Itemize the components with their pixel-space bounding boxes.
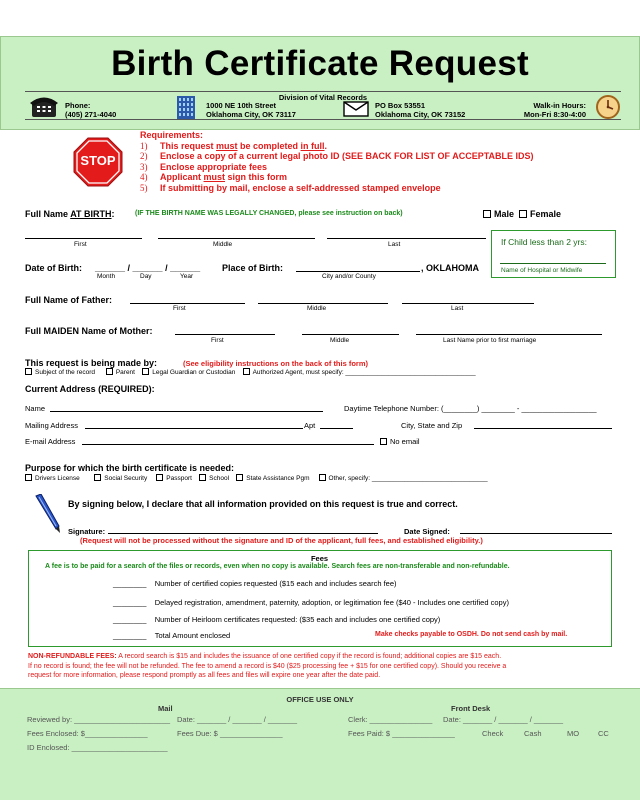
clerk-field[interactable]: Clerk: _______________: [348, 715, 433, 724]
email-field[interactable]: [82, 444, 374, 445]
city-county-caption: City and/or County: [322, 273, 376, 280]
child-box-label: If Child less than 2 yrs:: [501, 237, 587, 247]
total-blank[interactable]: ________: [113, 631, 147, 640]
option-subject[interactable]: Subject of the record: [25, 369, 95, 376]
clock-icon: [595, 94, 621, 122]
daytime-phone-field[interactable]: Daytime Telephone Number: (________) ________ - __________________: [344, 404, 597, 413]
division-name: Division of Vital Records: [278, 93, 368, 102]
apt-label: Apt: [304, 421, 316, 430]
mother-last-caption: Last Name prior to first marriage: [443, 337, 537, 344]
first-caption: First: [74, 241, 87, 248]
state-text: , OKLAHOMA: [421, 263, 479, 273]
telephone-icon: [28, 94, 60, 120]
phone-number: (405) 271-4040: [65, 110, 117, 119]
requirement-4: 4) Applicant must sign this form: [140, 172, 288, 182]
payable-note: Make checks payable to OSDH. Do not send cash by mail.: [375, 631, 568, 638]
declaration-text: By signing below, I declare that all information provided on this request is true and correct.: [68, 499, 458, 509]
office-use-section: [0, 688, 640, 800]
mail-date-field[interactable]: Date: _______ / _______ / _______: [177, 715, 298, 724]
front-desk-date-field[interactable]: Date: _______ / _______ / _______: [443, 715, 564, 724]
mailing-field[interactable]: [85, 428, 303, 429]
mother-last-field[interactable]: [416, 334, 602, 335]
purpose-passport[interactable]: Passport: [156, 475, 192, 482]
option-guardian[interactable]: Legal Guardian or Custodian: [142, 369, 235, 376]
email-label: E-mail Address: [25, 437, 76, 446]
fees-paid-field[interactable]: Fees Paid: $ _______________: [348, 729, 455, 738]
name-field[interactable]: [50, 411, 323, 412]
street-address: 1000 NE 10th Street: [206, 101, 277, 110]
father-first-field[interactable]: [130, 303, 245, 304]
no-email-option[interactable]: No email: [380, 437, 420, 446]
father-last-field[interactable]: [402, 303, 534, 304]
purpose-social-security[interactable]: Social Security: [94, 475, 147, 482]
sex-options: Male Female: [483, 209, 561, 219]
purpose-heading: Purpose for which the birth certificate is needed:: [25, 463, 235, 473]
purpose-state-assistance[interactable]: State Assistance Pgm: [236, 475, 309, 482]
purpose-options: [25, 474, 488, 482]
walkin-hours: Mon-Fri 8:30-4:00: [523, 110, 586, 119]
father-first-caption: First: [173, 305, 186, 312]
building-icon: [175, 95, 197, 121]
requester-options: [25, 368, 476, 376]
month-caption: Month: [97, 273, 116, 280]
requirements-heading: Requirements:: [140, 130, 204, 140]
envelope-icon: [343, 101, 369, 119]
purpose-school[interactable]: School: [199, 475, 229, 482]
payment-cc[interactable]: CC: [598, 729, 609, 738]
mailing-label: Mailing Address: [25, 421, 78, 430]
signature-warning: (Request will not be processed without the signature and ID of the applicant, full fees, and established eligibility.): [80, 536, 483, 545]
walkin-label: Walk-in Hours:: [533, 101, 586, 110]
fees-due-field[interactable]: Fees Due: $ _______________: [177, 729, 283, 738]
option-agent[interactable]: Authorized Agent, must specify: ____________________________________: [243, 369, 476, 376]
father-middle-caption: Middle: [307, 305, 327, 312]
street-city: Oklahoma City, OK 73117: [206, 110, 296, 119]
mother-middle-field[interactable]: [302, 334, 399, 335]
delayed-blank[interactable]: ________: [113, 598, 147, 607]
day-caption: Day: [140, 273, 152, 280]
middle-name-field[interactable]: [158, 238, 315, 239]
father-middle-field[interactable]: [258, 303, 388, 304]
fee-line-copies: ________ Number of certified copies requested ($15 each and includes search fee): [113, 579, 397, 588]
fees-box: [28, 550, 612, 647]
place-of-birth-field[interactable]: [296, 271, 420, 272]
dob-label: Date of Birth:: [25, 263, 82, 273]
middle-caption: Middle: [213, 241, 233, 248]
option-parent[interactable]: Parent: [106, 369, 135, 376]
office-front-desk-heading: Front Desk: [451, 704, 491, 713]
child-under-2-box: [491, 230, 616, 278]
page-title: Birth Certificate Request: [111, 44, 529, 83]
requirements-list: [140, 130, 534, 193]
mother-first-caption: First: [211, 337, 224, 344]
name-label: Name: [25, 404, 46, 413]
last-caption: Last: [388, 241, 401, 248]
payment-cash[interactable]: Cash: [524, 729, 542, 738]
mother-first-field[interactable]: [175, 334, 275, 335]
office-title: OFFICE USE ONLY: [286, 695, 354, 704]
hospital-field[interactable]: [500, 263, 606, 264]
father-last-caption: Last: [451, 305, 464, 312]
city-state-zip-field[interactable]: [474, 428, 612, 429]
city-state-zip-label: City, State and Zip: [401, 421, 463, 430]
requirement-3: 3) Enclose appropriate fees: [140, 161, 268, 172]
id-enclosed-field[interactable]: ID Enclosed: _______________________: [27, 743, 168, 752]
pen-icon: [32, 494, 62, 539]
full-name-label: Full Name AT BIRTH:: [25, 209, 115, 219]
fee-line-heirloom: ________ Number of Heirloom certificates requested: ($35 each and includes one certified copy): [113, 615, 441, 624]
contact-info-bar: [25, 91, 621, 120]
reviewed-by-field[interactable]: Reviewed by: _______________________: [27, 715, 171, 724]
stop-sign-text: STOP: [80, 153, 116, 168]
mother-middle-caption: Middle: [330, 337, 350, 344]
payment-mo[interactable]: MO: [567, 729, 580, 738]
hospital-caption: Name of Hospital or Midwife: [501, 267, 583, 274]
copies-blank[interactable]: ________: [113, 579, 147, 588]
fees-intro: A fee is to be paid for a search of the files or records, even when no copy is available. Search fees are non-transferable and non-refundable.: [45, 563, 510, 570]
fees-enclosed-field[interactable]: Fees Enclosed: $_______________: [27, 729, 148, 738]
date-signed-label: Date Signed:: [404, 527, 450, 536]
fees-title: Fees: [310, 554, 329, 563]
dob-field[interactable]: ______ / ______ / ______: [95, 263, 201, 273]
signature-field[interactable]: [108, 533, 378, 534]
purpose-other[interactable]: Other, specify: ________________________________: [319, 475, 488, 482]
requester-note: (See eligibility instructions on the back of this form): [183, 359, 369, 368]
phone-label: Phone:: [65, 101, 91, 110]
po-city: Oklahoma City, OK 73152: [375, 110, 466, 119]
male-checkbox[interactable]: [483, 210, 491, 218]
requirement-1: 1) This request must be completed in full.: [140, 140, 328, 151]
requirement-5: 5) If submitting by mail, enclose a self-addressed stamped envelope: [140, 182, 441, 193]
last-name-field[interactable]: [327, 238, 486, 239]
address-heading: Current Address (REQUIRED):: [25, 384, 155, 394]
place-of-birth-label: Place of Birth:: [222, 263, 284, 273]
requester-label: This request is being made by:: [25, 358, 158, 368]
mother-label: Full MAIDEN Name of Mother:: [25, 326, 153, 336]
female-checkbox[interactable]: [519, 210, 527, 218]
full-name-note: (IF THE BIRTH NAME WAS LEGALLY CHANGED, please see instruction on back): [135, 210, 403, 217]
fee-line-total: ________ Total Amount enclosed: [113, 631, 231, 640]
nonrefundable-text: NON-REFUNDABLE FEES: A record search is $15 and includes the issuance of one certified copy if the record is found; additional copies are $15 each. If no record is found; the fee will not be refunded. The fee to amend a record is $40 ($25 processing fee + $15 for one certified copy). Should you receive a request for more information, please respond promptly as all fees and files will expire one year after the date paid.: [28, 653, 507, 679]
purpose-drivers-license[interactable]: Drivers License: [25, 475, 80, 482]
office-mail-heading: Mail: [158, 704, 173, 713]
payment-check[interactable]: Check: [482, 729, 504, 738]
heirloom-blank[interactable]: ________: [113, 615, 147, 624]
apt-field[interactable]: [320, 428, 353, 429]
first-name-field[interactable]: [25, 238, 142, 239]
requirement-2: 2) Enclose a copy of a current legal photo ID (SEE BACK FOR LIST OF ACCEPTABLE IDS): [140, 151, 534, 161]
father-label: Full Name of Father:: [25, 295, 113, 305]
signature-label: Signature:: [68, 527, 106, 536]
date-signed-field[interactable]: [460, 533, 612, 534]
fee-line-delayed: ________ Delayed registration, amendment, paternity, adoption, or legitimation fee ($40 - Includes one certified copy): [113, 598, 509, 607]
year-caption: Year: [180, 273, 194, 280]
po-box: PO Box 53551: [375, 101, 426, 110]
